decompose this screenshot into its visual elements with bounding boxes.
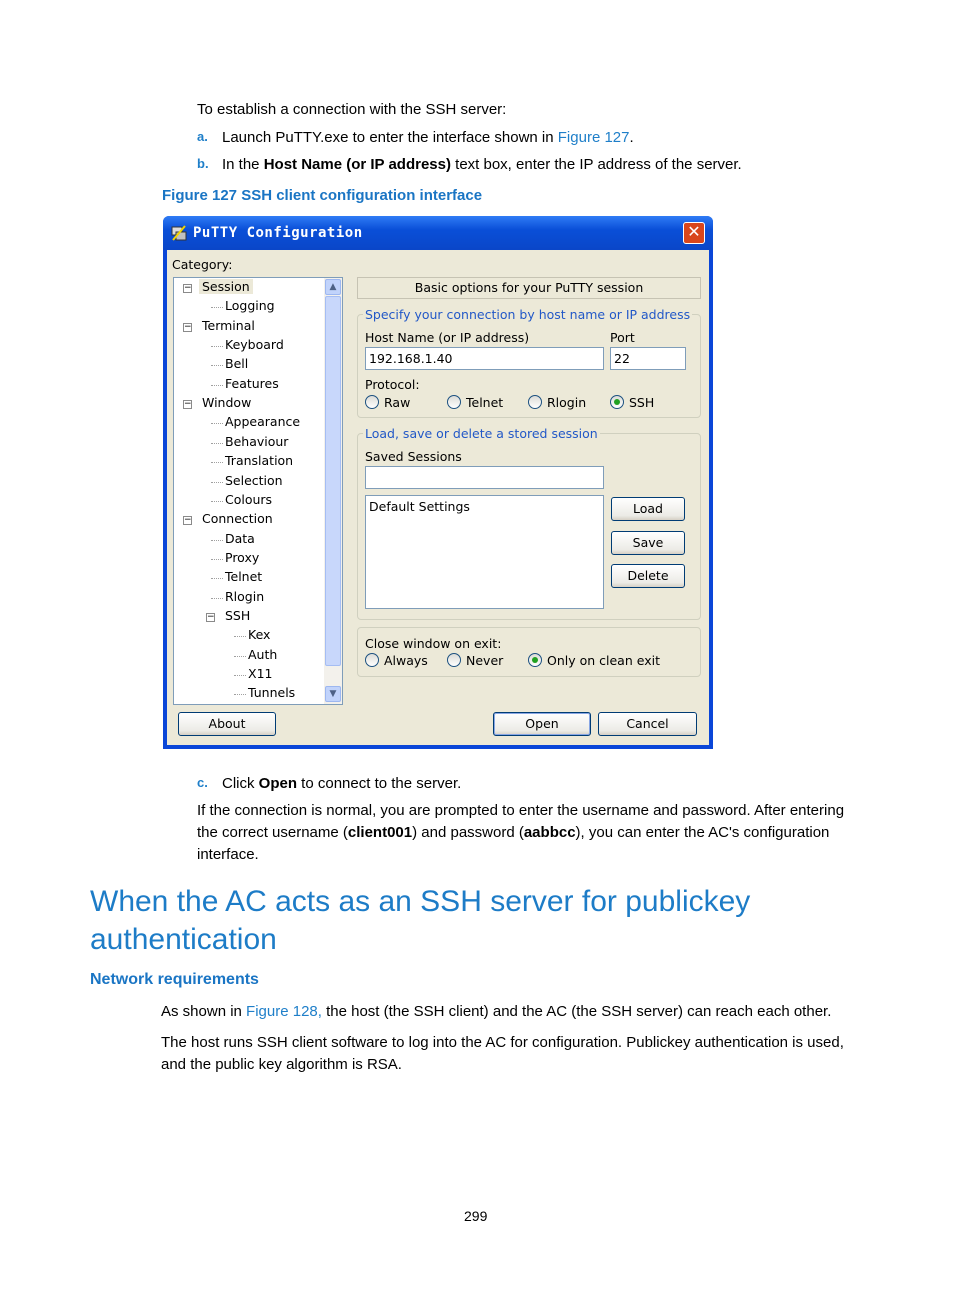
port-label: Port <box>610 330 635 345</box>
tree-item-behaviour[interactable]: Behaviour <box>225 433 289 449</box>
tree-item-auth[interactable]: Auth <box>248 646 278 662</box>
tree-item-data[interactable]: Data <box>225 530 255 546</box>
section-heading: When the AC acts as an SSH server for publickey authentication <box>90 885 751 956</box>
dialog-client-area <box>167 250 709 745</box>
host-name-label: Host Name (or IP address) <box>365 330 530 345</box>
tree-connector <box>211 559 223 560</box>
tree-connector <box>211 307 223 308</box>
figure-127-link[interactable]: Figure 127 <box>557 129 630 146</box>
tree-item-selection[interactable]: Selection <box>225 472 283 488</box>
radio-clean-exit[interactable] <box>528 653 542 667</box>
category-label: Category: <box>172 257 233 272</box>
tree-item-proxy[interactable]: Proxy <box>225 549 260 565</box>
scroll-up-button[interactable] <box>325 279 341 295</box>
tree-collapse-icon[interactable]: − <box>184 321 192 332</box>
tree-collapse-icon[interactable]: − <box>184 283 192 293</box>
connection-paragraph: If the connection is normal, you are prompted to enter the username and password. After entering the correct username (client001) and password (aabbcc), you can enter the AC's configuration interface. <box>197 802 845 863</box>
tree-connector <box>234 636 246 637</box>
step-a-text: Launch PuTTY.exe to enter the interface shown in Figure 127. <box>222 129 634 146</box>
tree-item-session[interactable]: Session <box>199 279 253 294</box>
sessions-group-legend: Load, save or delete a stored session <box>365 426 598 441</box>
tree-collapse-icon[interactable]: − <box>184 515 192 526</box>
title-bar[interactable] <box>163 216 713 250</box>
tree-item-window[interactable]: Window <box>202 395 252 411</box>
tree-item-kex[interactable]: Kex <box>248 627 271 643</box>
radio-telnet-label[interactable]: Telnet <box>466 395 504 410</box>
panel-title: Basic options for your PuTTY session <box>357 277 701 299</box>
saved-sessions-input[interactable] <box>365 466 604 489</box>
tree-connector <box>234 694 246 695</box>
network-paragraph: As shown in Figure 128, the host (the SSH client) and the AC (the SSH server) can reach each other. <box>161 1003 832 1020</box>
close-window-group <box>357 627 701 677</box>
tree-connector <box>211 462 223 463</box>
port-input[interactable]: 22 <box>610 347 686 370</box>
tree-connector <box>211 598 223 599</box>
tree-item-logging[interactable]: Logging <box>225 298 275 314</box>
scroll-thumb[interactable] <box>325 296 341 666</box>
tree-item-ssh[interactable]: SSH <box>225 607 251 623</box>
tree-connector <box>211 443 223 444</box>
figure-caption: Figure 127 SSH client configuration interface <box>162 187 483 204</box>
radio-rlogin-label[interactable]: Rlogin <box>547 395 587 410</box>
tree-item-x11[interactable]: X11 <box>248 666 273 681</box>
step-b-text: In the Host Name (or IP address) text box, enter the IP address of the server. <box>222 156 742 173</box>
tree-scrollbar[interactable] <box>324 278 342 704</box>
radio-rlogin[interactable] <box>528 395 542 409</box>
host-paragraph: The host runs SSH client software to log into the AC for configuration. Publickey authentication is used, and the public key algorithm is RSA. <box>161 1034 844 1073</box>
tree-connector <box>234 675 246 676</box>
open-button[interactable]: Open <box>493 712 591 736</box>
putty-window <box>163 216 713 749</box>
close-window-button[interactable] <box>683 222 705 244</box>
category-tree[interactable] <box>173 277 343 705</box>
tree-connector <box>211 423 223 424</box>
radio-never[interactable] <box>447 653 461 667</box>
window-title: PuTTY Configuration <box>193 225 363 241</box>
tree-item-tunnels[interactable]: Tunnels <box>248 685 296 701</box>
about-button[interactable]: About <box>178 712 276 736</box>
connection-group-legend: Specify your connection by host name or IP address <box>365 307 691 322</box>
step-c-letter: c. <box>197 775 208 790</box>
tree-item-appearance[interactable]: Appearance <box>225 414 301 430</box>
tree-connector <box>211 365 223 366</box>
cancel-button[interactable]: Cancel <box>598 712 697 736</box>
tree-item-rlogin[interactable]: Rlogin <box>225 588 265 604</box>
tree-item-keyboard[interactable]: Keyboard <box>225 337 284 353</box>
radio-telnet[interactable] <box>447 395 461 409</box>
tree-connector <box>211 346 223 347</box>
tree-item-translation[interactable]: Translation <box>225 453 294 469</box>
tree-connector <box>211 482 223 483</box>
radio-never-label[interactable]: Never <box>466 653 504 668</box>
radio-always-label[interactable]: Always <box>384 653 428 668</box>
intro-text: To establish a connection with the SSH server: <box>197 101 507 118</box>
tree-connector <box>211 540 223 541</box>
tree-item-features[interactable]: Features <box>225 375 279 391</box>
close-window-label: Close window on exit: <box>365 636 502 651</box>
radio-clean-exit-label[interactable]: Only on clean exit <box>547 653 660 668</box>
session-list[interactable] <box>365 495 604 609</box>
host-name-input[interactable]: 192.168.1.40 <box>365 347 604 370</box>
protocol-label: Protocol: <box>365 377 420 392</box>
chevron-up-icon: ▲ <box>329 282 337 292</box>
putty-app-icon <box>170 224 188 242</box>
page-number: 299 <box>464 1208 488 1224</box>
tree-collapse-icon[interactable]: − <box>184 399 192 410</box>
tree-connector <box>211 578 223 579</box>
subheading: Network requirements <box>90 971 259 988</box>
delete-button[interactable]: Delete <box>611 564 685 588</box>
radio-ssh[interactable] <box>610 395 624 409</box>
tree-collapse-icon[interactable]: − <box>207 611 215 622</box>
tree-item-connection[interactable]: Connection <box>202 511 273 527</box>
radio-raw[interactable] <box>365 395 379 409</box>
save-button[interactable]: Save <box>611 531 685 555</box>
step-a-letter: a. <box>197 129 208 144</box>
tree-item-bell[interactable]: Bell <box>225 356 249 372</box>
close-icon: ✕ <box>687 224 701 241</box>
chevron-down-icon: ▼ <box>329 689 337 699</box>
radio-ssh-label[interactable]: SSH <box>629 395 655 410</box>
figure-128-link[interactable]: Figure 128, <box>246 1003 322 1020</box>
load-button[interactable]: Load <box>611 497 685 521</box>
step-c-text: Click Open to connect to the server. <box>222 775 462 792</box>
radio-always[interactable] <box>365 653 379 667</box>
step-b-letter: b. <box>197 156 209 171</box>
tree-item-terminal[interactable]: Terminal <box>202 317 255 333</box>
tree-connector <box>211 501 223 502</box>
scroll-down-button[interactable] <box>325 686 341 702</box>
saved-sessions-label: Saved Sessions <box>365 449 462 464</box>
tree-connector <box>234 656 246 657</box>
session-list-item[interactable]: Default Settings <box>369 499 470 514</box>
tree-connector <box>211 385 223 386</box>
tree-item-colours[interactable]: Colours <box>225 491 273 507</box>
radio-raw-label[interactable]: Raw <box>384 395 411 410</box>
tree-item-telnet[interactable]: Telnet <box>225 569 263 585</box>
